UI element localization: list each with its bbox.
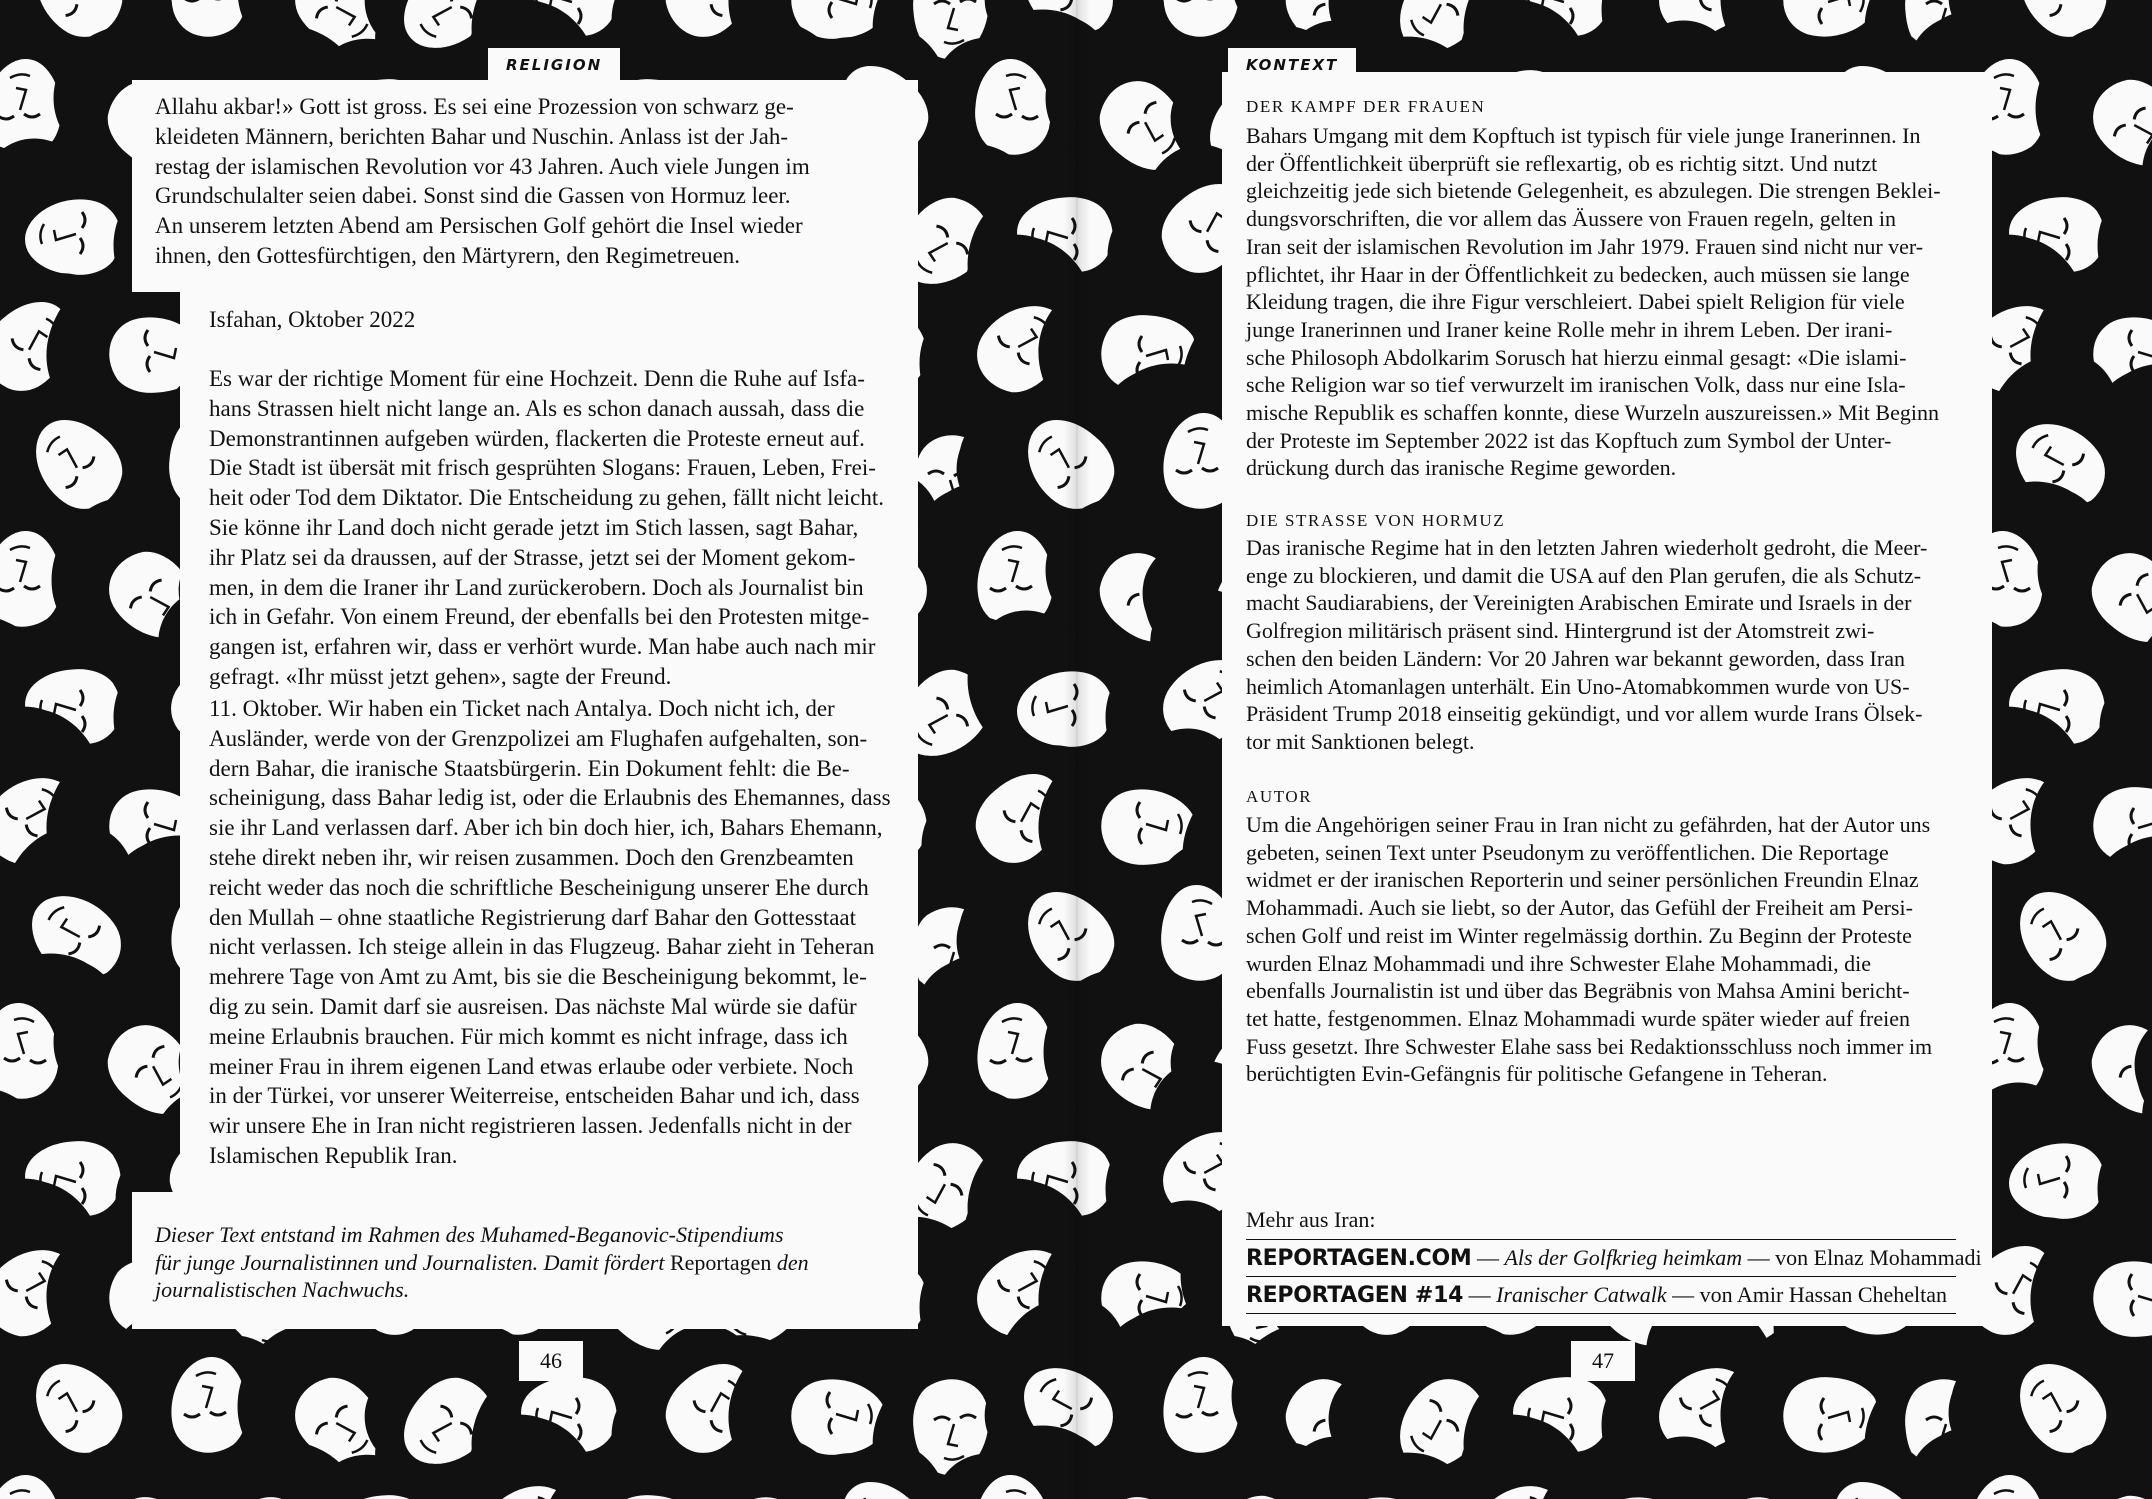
section-tab-kontext: KONTEXT	[1228, 48, 1356, 82]
footnote	[155, 1221, 875, 1304]
text-kampf-der-frauen: Bahars Umgang mit dem Kopftuch ist typisch für viele junge Iranerinnen. In der Öffentlichkeit überprüft sie reflexartig, ob es richtig sitzt. Und nutzt gleichzeitig jede sich bietende Gelegenheit, es abzulegen. Die strengen Beklei- dungsvorschriften, die vor allem das Äussere von Frauen regeln, gelten in Iran seit der islamischen Revolution im Jahr 1979. Frauen sind nicht nur ver- pflichtet, ihr Haar in der Öffentlichkeit zu bedecken, auch müssen sie lange Kleidung tragen, die ihre Figur verschleiert. Dabei spielt Religion für viele junge Iranerinnen und Iraner keine Rolle mehr in ihrem Leben. Der irani- sche Philosoph Abdolkarim Sorusch hat hierzu einmal gesagt: «Die islami- sche Religion war so tief verwurzelt im iranischen Volk, dass nur eine Isla- mische Republik es schaffen konnte, diese Wurzeln auszureissen.» Mit Beginn der Proteste im September 2022 ist das Kopftuch zum Symbol der Unter- drückung durch das iranische Regime geworden.	[1246, 123, 1941, 481]
section-tab-religion: RELIGION	[488, 48, 620, 82]
link-byline: — von Elnaz Mohammadi	[1742, 1245, 1982, 1270]
link-title: Als der Golfkrieg heimkam	[1504, 1245, 1743, 1270]
heading-kampf-der-frauen: DER KAMPF DER FRAUEN	[1246, 97, 1486, 116]
link-source: REPORTAGEN.COM	[1246, 1246, 1472, 1271]
footnote-text-c: den journalistischen Nachwuchs.	[155, 1249, 809, 1303]
text-autor: Um die Angehörigen seiner Frau in Iran nicht zu gefährden, hat der Autor uns gebeten, seinen Text unter Pseudonym zu veröffentlichen. Die Reportage widmet er der iranischen Reporterin und seiner persönlichen Freundin Elnaz Mohammadi. Auch sie liebt, so der Autor, das Gefühl der Freiheit am Persi- schen Golf und reist im Winter regelmässig dorthin. Zu Beginn der Proteste wurden Elnaz Mohammadi und ihre Schwester Elahe Mohammadi, die ebenfalls Journalistin ist und über das Begräbnis von Mahsa Amini bericht- tet hatte, festgenommen. Elnaz Mohammadi wurde später wieder auf freien Fuss gesetzt. Ihre Schwester Elahe sass bei Redaktionsschluss noch immer im berüchtigten Evin-Gefängnis für politische Gefangene in Teheran.	[1246, 812, 1933, 1087]
dateline: Isfahan, Oktober 2022	[209, 307, 416, 332]
page-number-left: 46	[519, 1341, 583, 1381]
page-number-right: 47	[1571, 1341, 1635, 1381]
link-source: REPORTAGEN #14	[1246, 1283, 1464, 1308]
link-title: Iranischer Catwalk	[1496, 1282, 1667, 1307]
footnote-brand: Reportagen	[669, 1249, 772, 1275]
link-byline: — von Amir Hassan Cheheltan	[1666, 1282, 1948, 1307]
link-separator: —	[1463, 1282, 1497, 1307]
heading-strasse-von-hormuz: DIE STRASSE VON HORMUZ	[1246, 511, 1506, 530]
left-paragraph-3: 11. Oktober. Wir haben ein Ticket nach Antalya. Doch nicht ich, der Ausländer, werde von der Grenzpolizei am Flughafen aufgehalten, son- dern Bahar, die iranische Staatsbürgerin. Ein Dokument fehlt: die Be- scheinigung, dass Bahar ledig ist, oder die Erlaubnis des Ehemannes, dass sie ihr Land verlassen darf. Aber ich bin doch hier, ich, Bahars Ehemann, stehe direkt neben ihr, wir reisen zusammen. Doch den Grenzbeamten reicht weder das noch die schriftliche Bescheinigung unserer Ehe durch den Mullah – ohne staatliche Registrierung darf Bahar den Gottesstaat nicht verlassen. Ich steige allein in das Flugzeug. Bahar zieht in Teheran mehrere Tage von Amt zu Amt, bis sie die Bescheinigung bekommt, le- dig zu sein. Damit darf sie ausreisen. Das nächste Mal würde sie dafür meine Erlaubnis brauchen. Für mich kommt es nicht infrage, dass ich meiner Frau in ihrem eigenen Land etwas erlaube oder verbiete. Noch in der Türkei, vor unserer Weiterreise, entscheiden Bahar und ich, dass wir unsere Ehe in Iran nicht registrieren lassen. Jedenfalls nicht in der Islamischen Republik Iran.	[209, 696, 891, 1168]
left-paragraph-2: Es war der richtige Moment für eine Hochzeit. Denn die Ruhe auf Isfa- hans Strassen hielt nicht lange an. Als es schon danach aussah, dass die Demonstrantinnen aufgeben würden, flackerten die Proteste erneut auf. Die Stadt ist übersät mit frisch gesprühten Slogans: Frauen, Leben, Frei- heit oder Tod dem Diktator. Die Entscheidung zu gehen, fällt nicht leicht. Sie könne ihr Land doch nicht gerade jetzt im Stich lassen, sagt Bahar, ihr Platz sei da draussen, auf der Strasse, jetzt sei der Moment gekom- men, in dem die Iraner ihr Land zurückerobern. Doch als Journalist bin ich in Gefahr. Von einem Freund, der ebenfalls bei den Protesten mitge- gangen ist, erfahren wir, dass er verhört wurde. Man habe auch nach mir gefragt. «Ihr müsst jetzt gehen», sagte der Freund.	[209, 366, 885, 689]
footnote-text-a: Dieser Text entstand im Rahmen des Muhamed-Beganovic-Stipendiums für junge Journalistinnen und Journalisten. Damit fördert	[155, 1222, 784, 1275]
more-link-reportagen-com[interactable]	[1246, 1239, 1982, 1277]
more-link-reportagen-14[interactable]	[1246, 1277, 1956, 1314]
more-from-iran-label: Mehr aus Iran:	[1246, 1207, 1376, 1232]
link-separator: —	[1471, 1245, 1505, 1270]
heading-autor: AUTOR	[1246, 787, 1313, 806]
left-paragraph-1: Allahu akbar!» Gott ist gross. Es sei eine Prozession von schwarz ge- kleideten Männern, berichten Bahar und Nuschin. Anlass ist der Jah- restag der islamischen Revolution vor 43 Jahren. Auch viele Jungen im Grundschulalter seien dabei. Sonst sind die Gassen von Hormuz leer. An unserem letzten Abend am Persischen Golf gehört die Insel wieder ihnen, den Gottesfürchtigen, den Märtyrern, den Regimetreuen.	[155, 94, 810, 268]
text-strasse-von-hormuz: Das iranische Regime hat in den letzten Jahren wiederholt gedroht, die Meer- enge zu blockieren, und damit die USA auf den Plan gerufen, die als Schutz- macht Saudiarabiens, der Vereinigten Arabischen Emirate und Israels in der Golfregion militärisch präsent sind. Hintergrund ist der Atomstreit zwi- schen den beiden Ländern: Vor 20 Jahren war bekannt geworden, dass Iran heimlich Atomanlagen unterhält. Ein Uno-Atomabkommen wurde von US- Präsident Trump 2018 einseitig gekündigt, und vor allem wurde Irans Ölsek- tor mit Sanktionen belegt.	[1246, 535, 1928, 754]
book-spine-shadow	[1064, 0, 1090, 1499]
